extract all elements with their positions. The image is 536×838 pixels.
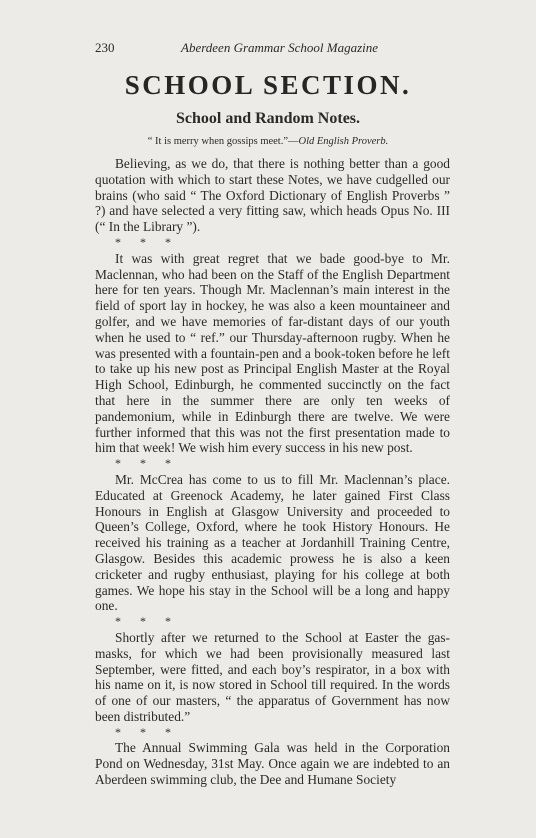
section-separator: * * * bbox=[115, 234, 171, 249]
section-title: SCHOOL SECTION. bbox=[124, 70, 412, 100]
page-number: 230 bbox=[95, 40, 115, 55]
paragraph: Believing, as we do, that there is nothing better than a good quotation with which to start these Notes, we have cudgelled our brains (who said “ The Oxford Dictionary of English Proverbs ” ?) and have selected a very fitting saw, which heads Opus No. III (“ In the Library ”). bbox=[95, 156, 450, 235]
article-subtitle: School and Random Notes. bbox=[175, 110, 361, 127]
running-head bbox=[95, 40, 441, 56]
epigraph-quote: “ It is merry when gossips meet.”— bbox=[147, 136, 299, 147]
section-separator: * * * bbox=[115, 456, 171, 471]
section-separator: * * * bbox=[115, 724, 171, 739]
journal-title: Aberdeen Grammar School Magazine bbox=[181, 40, 379, 55]
article-body bbox=[95, 156, 450, 788]
paragraph: It was with great regret that we bade good-bye to Mr. Maclennan, who had been on the Staff of the English Department here for ten years. Though Mr. Maclennan’s main interest in the field of sport lay in hockey, he was also a keen mountaineer and golfer, and we have memories of far-distant days of our youth when he used to “ ref.” our Thursday-afternoon rugby. When he was presented with a fountain-pen and a book-token before he left to take up his new post as Principal English Master at the Royal High School, Edinburgh, he commented succinctly on the fact that here in the summer there are only ten weeks of pandemonium, while in Edinburgh there are twelve. We were further informed that this was not the first presentation made to him that week! We wish him every success in his new post. bbox=[95, 250, 450, 456]
section-separator: * * * bbox=[115, 614, 171, 629]
paragraph: Mr. McCrea has come to us to fill Mr. Maclennan’s place. Educated at Greenock Academy, he later gained First Class Honours in English at Glasgow University and proceeded to Queen’s College, Oxford, where he took History Honours. He received his training as a teacher at Jordanhill Training Centre, Glasgow. Besides this academic prowess he is also a keen cricketer and rugby enthusiast, playing for his college at both games. We hope his stay in the School will be a long and happy one. bbox=[95, 471, 450, 614]
paragraph: Shortly after we returned to the School at Easter the gas-masks, for which we had been provisionally measured last September, were fitted, and each boy’s respirator, in a box with his name on it, is now stored in School till required. In the words of one of our masters, “ the apparatus of Government has now been distributed.” bbox=[95, 629, 450, 724]
epigraph-source: Old English Proverb. bbox=[298, 136, 389, 147]
epigraph bbox=[0, 136, 536, 147]
paragraph: The Annual Swimming Gala was held in the Corporation Pond on Wednesday, 31st May. Once again we are indebted to an Aberdeen swimming club, the Dee and Humane Society bbox=[95, 740, 450, 788]
